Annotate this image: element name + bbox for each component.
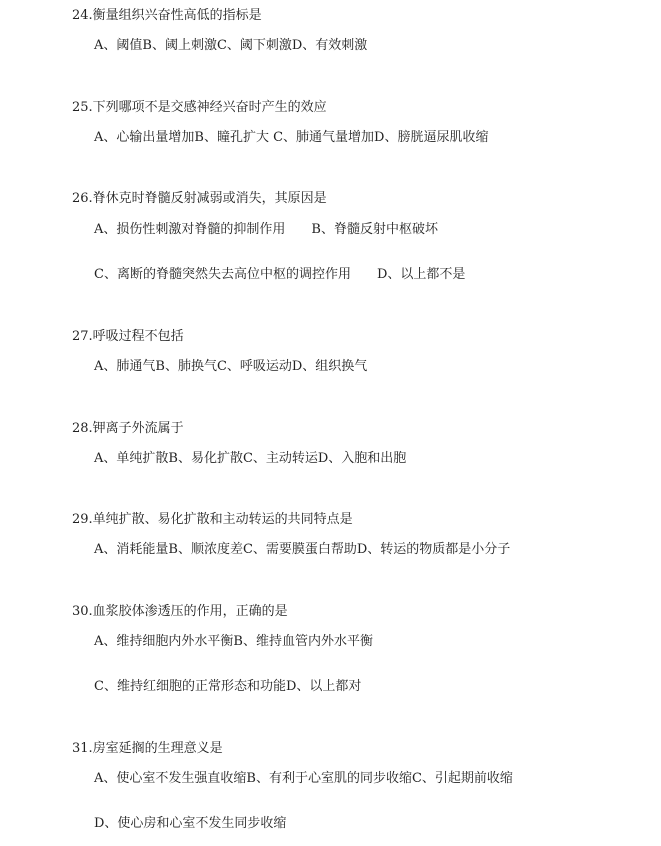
question-31-options-abc: A、使心室不发生强直收缩B、有利于心室肌的同步收缩C、引起期前收缩 <box>94 771 513 786</box>
question-28-options: A、单纯扩散B、易化扩散C、主动转运D、入胞和出胞 <box>94 451 407 466</box>
question-24-stem: 24.衡量组织兴奋性高低的指标是 <box>72 8 262 23</box>
question-24-options: A、阈值B、阈上刺激C、阈下刺激D、有效刺激 <box>94 38 368 53</box>
question-25-options: A、心输出量增加B、瞳孔扩大 C、肺通气量增加D、膀胱逼尿肌收缩 <box>94 130 489 145</box>
question-26-stem: 26.脊休克时脊髓反射减弱或消失，其原因是 <box>72 191 327 206</box>
question-26-options-cd: C、离断的脊髓突然失去高位中枢的调控作用 D、以上都不是 <box>94 267 466 282</box>
question-27-options: A、肺通气B、肺换气C、呼吸运动D、组织换气 <box>94 359 368 374</box>
question-26-options-ab: A、损伤性刺激对脊髓的抑制作用 B、脊髓反射中枢破坏 <box>94 222 438 237</box>
question-29-stem: 29.单纯扩散、易化扩散和主动转运的共同特点是 <box>72 512 353 527</box>
question-30-options-ab: A、维持细胞内外水平衡B、维持血管内外水平衡 <box>94 634 373 649</box>
question-29-options: A、消耗能量B、顺浓度差C、需要膜蛋白帮助D、转运的物质都是小分子 <box>94 542 511 557</box>
question-25-stem: 25.下列哪项不是交感神经兴奋时产生的效应 <box>72 100 327 115</box>
question-30-stem: 30.血浆胶体渗透压的作用，正确的是 <box>72 604 288 619</box>
question-30-options-cd: C、维持红细胞的正常形态和功能D、以上都对 <box>94 679 362 694</box>
question-31-options-d: D、使心房和心室不发生同步收缩 <box>94 816 287 831</box>
question-28-stem: 28.钾离子外流属于 <box>72 421 184 436</box>
question-27-stem: 27.呼吸过程不包括 <box>72 329 184 344</box>
question-31-stem: 31.房室延搁的生理意义是 <box>72 741 223 756</box>
